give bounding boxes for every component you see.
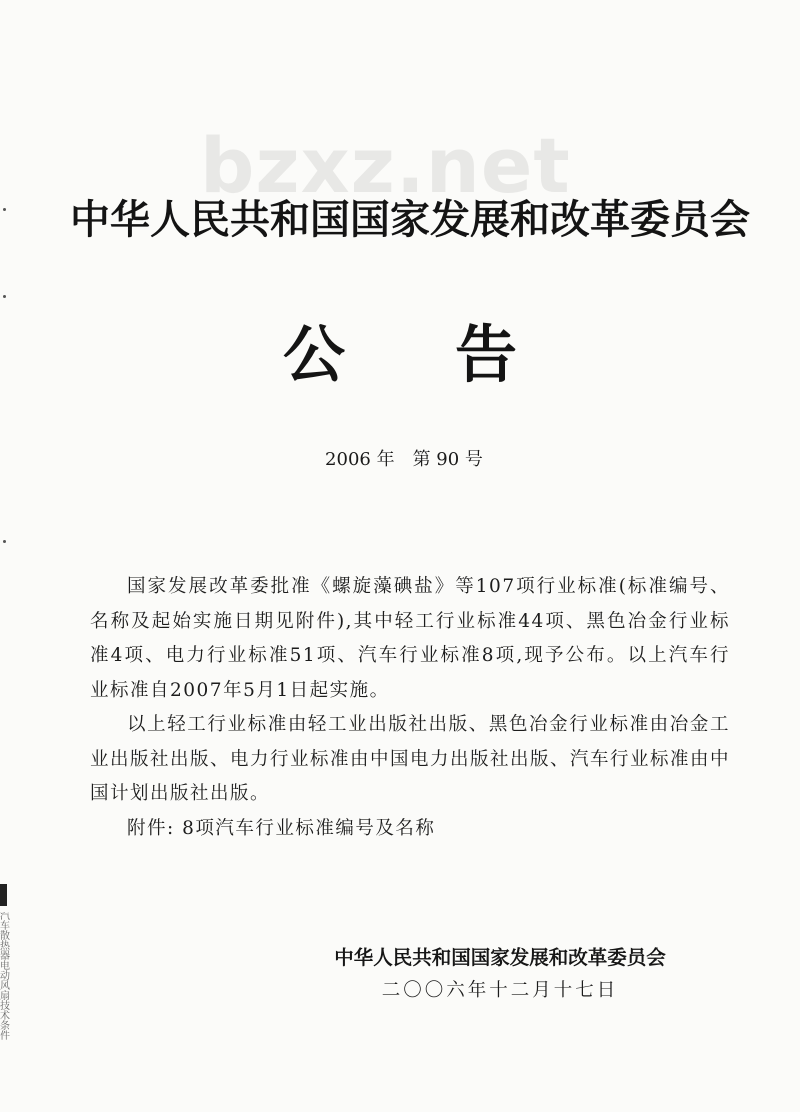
- agency-title: 中华人民共和国国家发展和改革委员会: [70, 197, 750, 243]
- document-type-title: 公告: [282, 318, 627, 391]
- signature-date: 二〇〇六年十二月十七日: [381, 980, 619, 1001]
- body-paragraph: 国家发展改革委批准《螺旋藻碘盐》等107项行业标准(标准编号、名称及起始实施日期见附件),其中轻工行业标准44项、黑色冶金行业标准4项、电力行业标准51项、汽车行业标准8项,现予公布。以上汽车行业标准自2007年5月1日起实施。: [90, 576, 730, 701]
- scan-dot: [3, 208, 6, 211]
- signature-block: [290, 944, 710, 1006]
- scan-edge-mark: [0, 884, 7, 906]
- body-paragraph: 以上轻工行业标准由轻工业出版社出版、黑色冶金行业标准由冶金工业出版社出版、电力行业标准由中国电力出版社出版、汽车行业标准由中国计划出版社出版。: [90, 714, 731, 804]
- edge-spine-text: 汽车散热器电动风扇技术条件: [0, 912, 10, 1042]
- signature-agency: 中华人民共和国国家发展和改革委员会: [334, 946, 666, 969]
- announcement-body: [90, 570, 730, 846]
- scan-dot: [3, 540, 6, 543]
- watermark: bzxz.net: [200, 121, 571, 210]
- scan-dot: [3, 295, 6, 298]
- attachment-note: 附件: 8项汽车行业标准编号及名称: [127, 817, 436, 839]
- document-number: 2006 年 第 90 号: [325, 449, 483, 470]
